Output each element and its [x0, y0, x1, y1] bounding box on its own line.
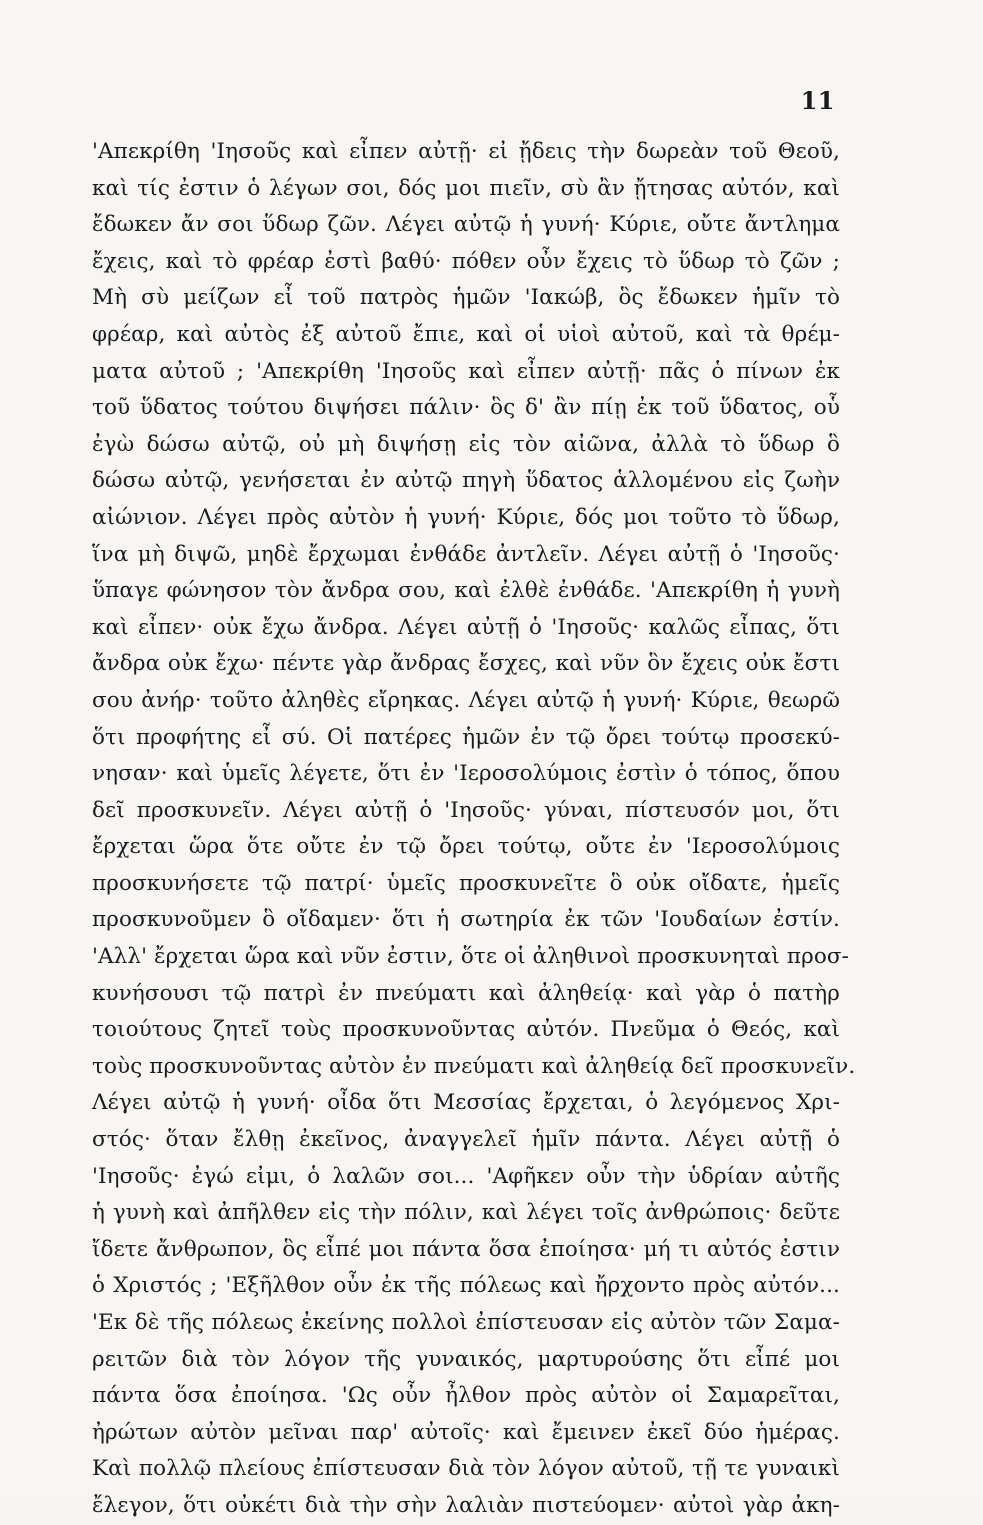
text-line: καὶ εἶπεν· οὐκ ἔχω ἄνδρα. Λέγει αὐτῇ ὁ 'Ιησοῦς· καλῶς εἶπας, ὅτι	[92, 614, 840, 640]
text-line: ματα αὐτοῦ ; 'Απεκρίθη 'Ιησοῦς καὶ εἶπεν αὐτῇ· πᾶς ὁ πίνων ἐκ	[92, 358, 840, 384]
text-line: ἔλεγον, ὅτι οὐκέτι διὰ τὴν σὴν λαλιὰν πιστεύομεν· αὐτοὶ γὰρ ἀκη-	[92, 1492, 840, 1518]
text-line: καὶ τίς ἐστιν ὁ λέγων σοι, δός μοι πιεῖν, σὺ ἂν ᾔτησας αὐτόν, καὶ	[92, 175, 840, 201]
text-line: ὕπαγε φώνησον τὸν ἄνδρα σου, καὶ ἐλθὲ ἐνθάδε. 'Απεκρίθη ἡ γυνὴ	[92, 578, 840, 604]
text-line: 'Απεκρίθη 'Ιησοῦς καὶ εἶπεν αὐτῇ· εἰ ᾔδεις τὴν δωρεὰν τοῦ Θεοῦ,	[92, 139, 840, 164]
page-number: 11	[800, 86, 835, 115]
text-line: ὁ Χριστός ; 'Εξῆλθον οὖν ἐκ τῆς πόλεως καὶ ἤρχοντο πρὸς αὐτόν...	[92, 1273, 840, 1299]
text-line: προσκυνοῦμεν ὃ οἴδαμεν· ὅτι ἡ σωτηρία ἐκ τῶν 'Ιουδαίων ἐστίν.	[92, 907, 840, 933]
text-line: ρειτῶν διὰ τὸν λόγον τῆς γυναικός, μαρτυρούσης ὅτι εἶπέ μοι	[92, 1346, 840, 1372]
text-line: 'Εκ δὲ τῆς πόλεως ἐκείνης πολλοὶ ἐπίστευσαν εἰς αὐτὸν τῶν Σαμα-	[92, 1310, 840, 1335]
text-line: τοῦ ὕδατος τούτου διψήσει πάλιν· ὃς δ' ἂν πίῃ ἐκ τοῦ ὕδατος, οὗ	[92, 395, 840, 421]
text-line: κυνήσουσι τῷ πατρὶ ἐν πνεύματι καὶ ἀληθείᾳ· καὶ γὰρ ὁ πατὴρ	[92, 980, 840, 1006]
text-line: δώσω αὐτῷ, γενήσεται ἐν αὐτῷ πηγὴ ὕδατος ἁλλομένου εἰς ζωὴν	[92, 468, 840, 494]
text-line: 'Αλλ' ἔρχεται ὥρα καὶ νῦν ἐστιν, ὅτε οἱ ἀληθινοὶ προσκυνηταὶ προσ-	[92, 944, 849, 970]
body-text	[92, 134, 856, 1525]
text-line: ἔδωκεν ἄν σοι ὕδωρ ζῶν. Λέγει αὐτῷ ἡ γυνή· Κύριε, οὔτε ἄντλημα	[92, 212, 840, 238]
text-line: Καὶ πολλῷ πλείους ἐπίστευσαν διὰ τὸν λόγον αὐτοῦ, τῇ τε γυναικὶ	[92, 1456, 840, 1482]
text-line: ἔχεις, καὶ τὸ φρέαρ ἐστὶ βαθύ· πόθεν οὖν ἔχεις τὸ ὕδωρ τὸ ζῶν ;	[92, 248, 840, 274]
text-line: ὅτι προφήτης εἶ σύ. Οἱ πατέρες ἡμῶν ἐν τῷ ὄρει τούτῳ προσεκύ-	[92, 724, 840, 750]
text-line: ἠρώτων αὐτὸν μεῖναι παρ' αὐτοῖς· καὶ ἔμεινεν ἐκεῖ δύο ἡμέρας.	[92, 1419, 840, 1445]
text-line: ἔρχεται ὥρα ὅτε οὔτε ἐν τῷ ὄρει τούτῳ, οὔτε ἐν 'Ιεροσολύμοις	[92, 834, 840, 860]
text-line: στός· ὅταν ἔλθῃ ἐκεῖνος, ἀναγγελεῖ ἡμῖν πάντα. Λέγει αὐτῇ ὁ	[92, 1127, 840, 1153]
text-line: Λέγει αὐτῷ ἡ γυνή· οἶδα ὅτι Μεσσίας ἔρχεται, ὁ λεγόμενος Χρι-	[92, 1090, 840, 1116]
text-line: 'Ιησοῦς· ἐγώ εἰμι, ὁ λαλῶν σοι... 'Αφῆκεν οὖν τὴν ὑδρίαν αὐτῆς	[92, 1163, 840, 1189]
text-line: φρέαρ, καὶ αὐτὸς ἐξ αὐτοῦ ἔπιε, καὶ οἱ υἱοὶ αὐτοῦ, καὶ τὰ θρέμ-	[92, 321, 840, 347]
text-line: προσκυνήσετε τῷ πατρί· ὑμεῖς προσκυνεῖτε ὃ οὐκ οἴδατε, ἡμεῖς	[92, 870, 840, 896]
text-line: ἴδετε ἄνθρωπον, ὃς εἶπέ μοι πάντα ὅσα ἐποίησα· μή τι αὐτός ἐστιν	[92, 1236, 840, 1262]
text-line: τοὺς προσκυνοῦντας αὐτὸν ἐν πνεύματι καὶ ἀληθείᾳ δεῖ προσκυνεῖν.	[92, 1053, 856, 1079]
text-line: Μὴ σὺ μείζων εἶ τοῦ πατρὸς ἡμῶν 'Ιακώβ, ὃς ἔδωκεν ἡμῖν τὸ	[92, 285, 840, 311]
text-line: δεῖ προσκυνεῖν. Λέγει αὐτῇ ὁ 'Ιησοῦς· γύναι, πίστευσόν μοι, ὅτι	[92, 797, 840, 823]
text-line: ἡ γυνὴ καὶ ἀπῆλθεν εἰς τὴν πόλιν, καὶ λέγει τοῖς ἀνθρώποις· δεῦτε	[92, 1200, 840, 1226]
text-line: πάντα ὅσα ἐποίησα. 'Ως οὖν ἦλθον πρὸς αὐτὸν οἱ Σαμαρεῖται,	[92, 1383, 840, 1409]
text-line: ἄνδρα οὐκ ἔχω· πέντε γὰρ ἄνδρας ἔσχες, καὶ νῦν ὃν ἔχεις οὐκ ἔστι	[92, 651, 840, 677]
text-line: σου ἀνήρ· τοῦτο ἀληθὲς εἴρηκας. Λέγει αὐτῷ ἡ γυνή· Κύριε, θεωρῶ	[92, 687, 840, 713]
text-line: αἰώνιον. Λέγει πρὸς αὐτὸν ἡ γυνή· Κύριε, δός μοι τοῦτο τὸ ὕδωρ,	[92, 504, 840, 530]
text-line: ἐγὼ δώσω αὐτῷ, οὐ μὴ διψήσῃ εἰς τὸν αἰῶνα, ἀλλὰ τὸ ὕδωρ ὃ	[92, 431, 840, 457]
text-line: ἵνα μὴ διψῶ, μηδὲ ἔρχωμαι ἐνθάδε ἀντλεῖν. Λέγει αὐτῇ ὁ 'Ιησοῦς·	[92, 541, 840, 567]
text-line: νησαν· καὶ ὑμεῖς λέγετε, ὅτι ἐν 'Ιεροσολύμοις ἐστὶν ὁ τόπος, ὅπου	[92, 761, 840, 787]
text-line: τοιούτους ζητεῖ τοὺς προσκυνοῦντας αὐτόν. Πνεῦμα ὁ Θεός, καὶ	[92, 1017, 840, 1043]
